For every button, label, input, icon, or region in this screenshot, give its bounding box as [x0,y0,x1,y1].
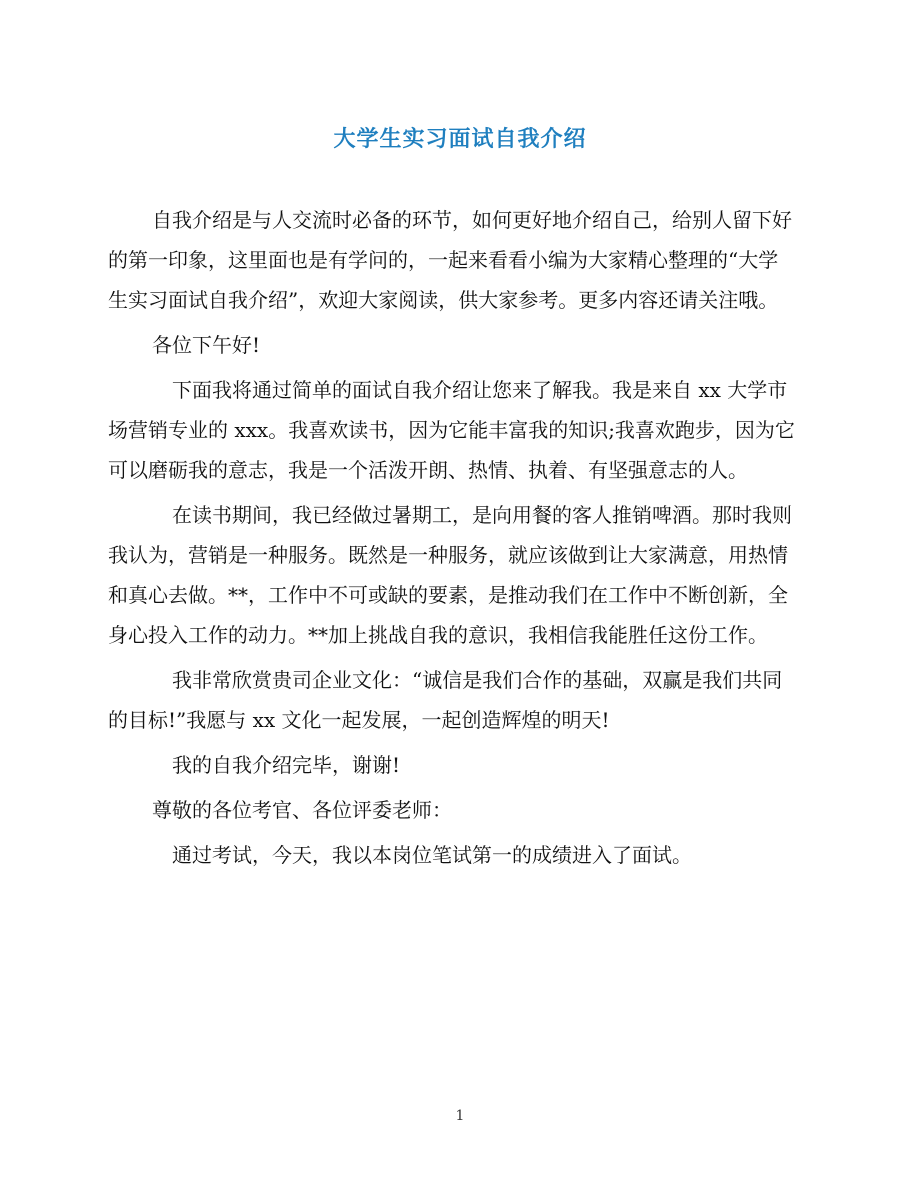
experience-paragraph: 在读书期间，我已经做过暑期工，是向用餐的客人推销啤酒。那时我则我认为，营销是一种服务。既然是一种服务，就应该做到让大家满意，用热情和真心去做。**，工作中不可或缺的要素，是推动我们在工作中不断创新，全身心投入工作的动力。**加上挑战自我的意识，我相信我能胜任这份工作。 [108,503,792,647]
page-number: 1 [455,1108,465,1124]
self-intro-paragraph: 下面我将通过简单的面试自我介绍让您来了解我。我是来自 xx 大学市场营销专业的 xxx。我喜欢读书，因为它能丰富我的知识;我喜欢跑步，因为它可以磨砺我的意志，我是一个活泼开朗、热情、执着、有坚强意志的人。 [108,378,795,482]
closing-paragraph: 我的自我介绍完毕，谢谢! [172,753,401,777]
document-title: 大学生实习面试自我介绍 [333,126,587,152]
document-body [108,200,798,880]
salutation-paragraph: 尊敬的各位考官、各位评委老师： [152,798,452,822]
culture-paragraph: 我非常欣赏贵司企业文化：“诚信是我们合作的基础，双赢是我们共同的目标!”我愿与 xx 文化一起发展，一起创造辉煌的明天! [108,668,783,732]
exam-paragraph: 通过考试，今天，我以本岗位笔试第一的成绩进入了面试。 [172,843,692,867]
intro-paragraph: 自我介绍是与人交流时必备的环节，如何更好地介绍自己，给别人留下好的第一印象，这里面也是有学问的，一起来看看小编为大家精心整理的“大学生实习面试自我介绍”，欢迎大家阅读，供大家参考。更多内容还请关注哦。 [108,208,792,312]
greeting-paragraph: 各位下午好! [152,333,261,357]
